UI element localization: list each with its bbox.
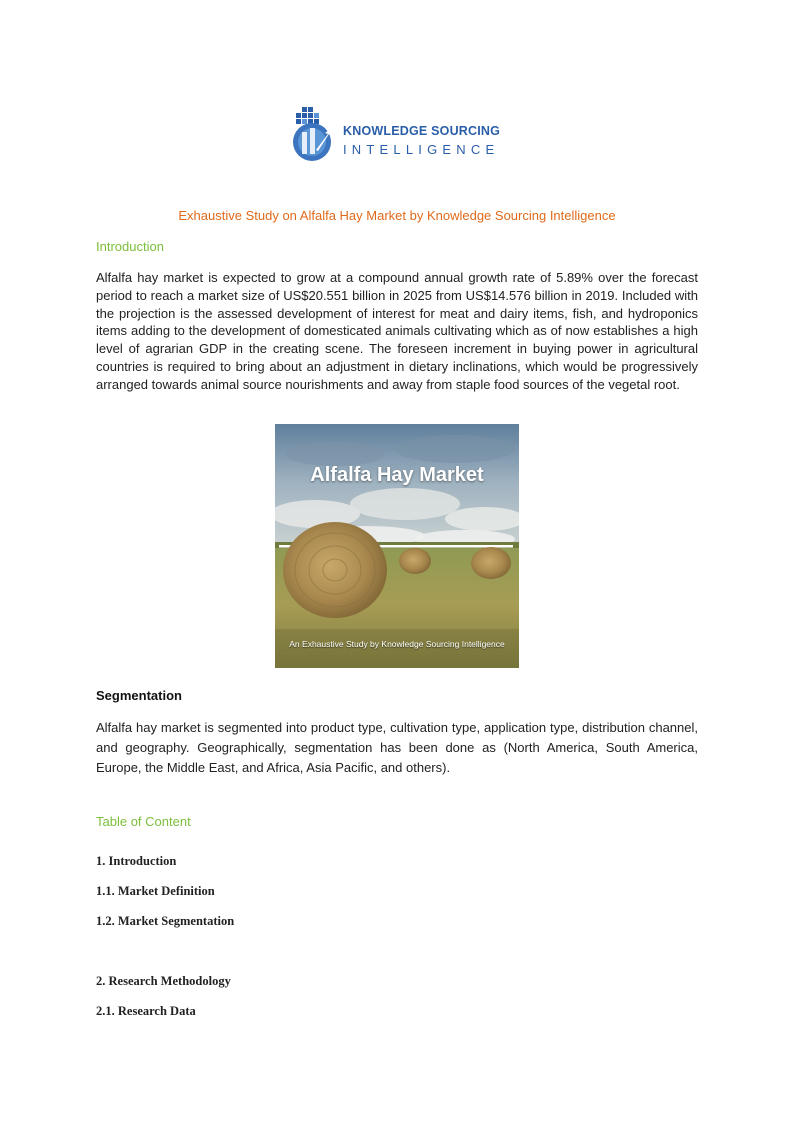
introduction-heading: Introduction bbox=[96, 239, 164, 254]
banner-title: Alfalfa Hay Market bbox=[310, 464, 484, 486]
segmentation-paragraph: Alfalfa hay market is segmented into product type, cultivation type, application type, distribution channel, and geography. Geographically, segmentation has been done as (North America, South America, Europe, the Middle East, and Africa, Asia Pacific, and others). bbox=[96, 720, 698, 775]
company-logo bbox=[290, 104, 510, 166]
hay-field-photo bbox=[275, 424, 519, 668]
toc-item-market-definition: 1.1. Market Definition bbox=[96, 884, 215, 898]
alfalfa-hay-banner-image bbox=[275, 424, 519, 668]
segmentation-heading: Segmentation bbox=[96, 688, 182, 703]
toc-item-research-methodology: 2. Research Methodology bbox=[96, 974, 231, 988]
toc-item-market-segmentation: 1.2. Market Segmentation bbox=[96, 914, 235, 928]
introduction-paragraph: Alfalfa hay market is expected to grow at a compound annual growth rate of 5.89% over the forecast period to reach a market size of US$20.551 billion in 2025 from US$14.576 billion in 2019. Included with the projection is the assessed development of interest for meat and dairy items, fish, and hydroponics items adding to the development of domesticated animals cultivating which as of now establishes a high level of agrarian GDP in the creating scene. The foreseen increment in buying power in agricultural countries is required to bring about an adjustment in dietary inclinations, which would be progressively arranged towards animal source nourishments and away from staple food sources of the vegetal root. bbox=[96, 270, 698, 392]
logo-mark-icon bbox=[290, 104, 340, 166]
toc-item-research-data: 2.1. Research Data bbox=[96, 1004, 196, 1018]
toc-heading: Table of Content bbox=[96, 814, 191, 829]
logo-text-line1: KNOWLEDGE SOURCING bbox=[343, 124, 501, 138]
logo-text-line2: INTELLIGENCE bbox=[343, 142, 500, 157]
report-title: Exhaustive Study on Alfalfa Hay Market by Knowledge Sourcing Intelligence bbox=[178, 208, 616, 223]
toc-item-introduction: 1. Introduction bbox=[96, 854, 177, 868]
banner-subtitle: An Exhaustive Study by Knowledge Sourcing Intelligence bbox=[289, 639, 505, 649]
